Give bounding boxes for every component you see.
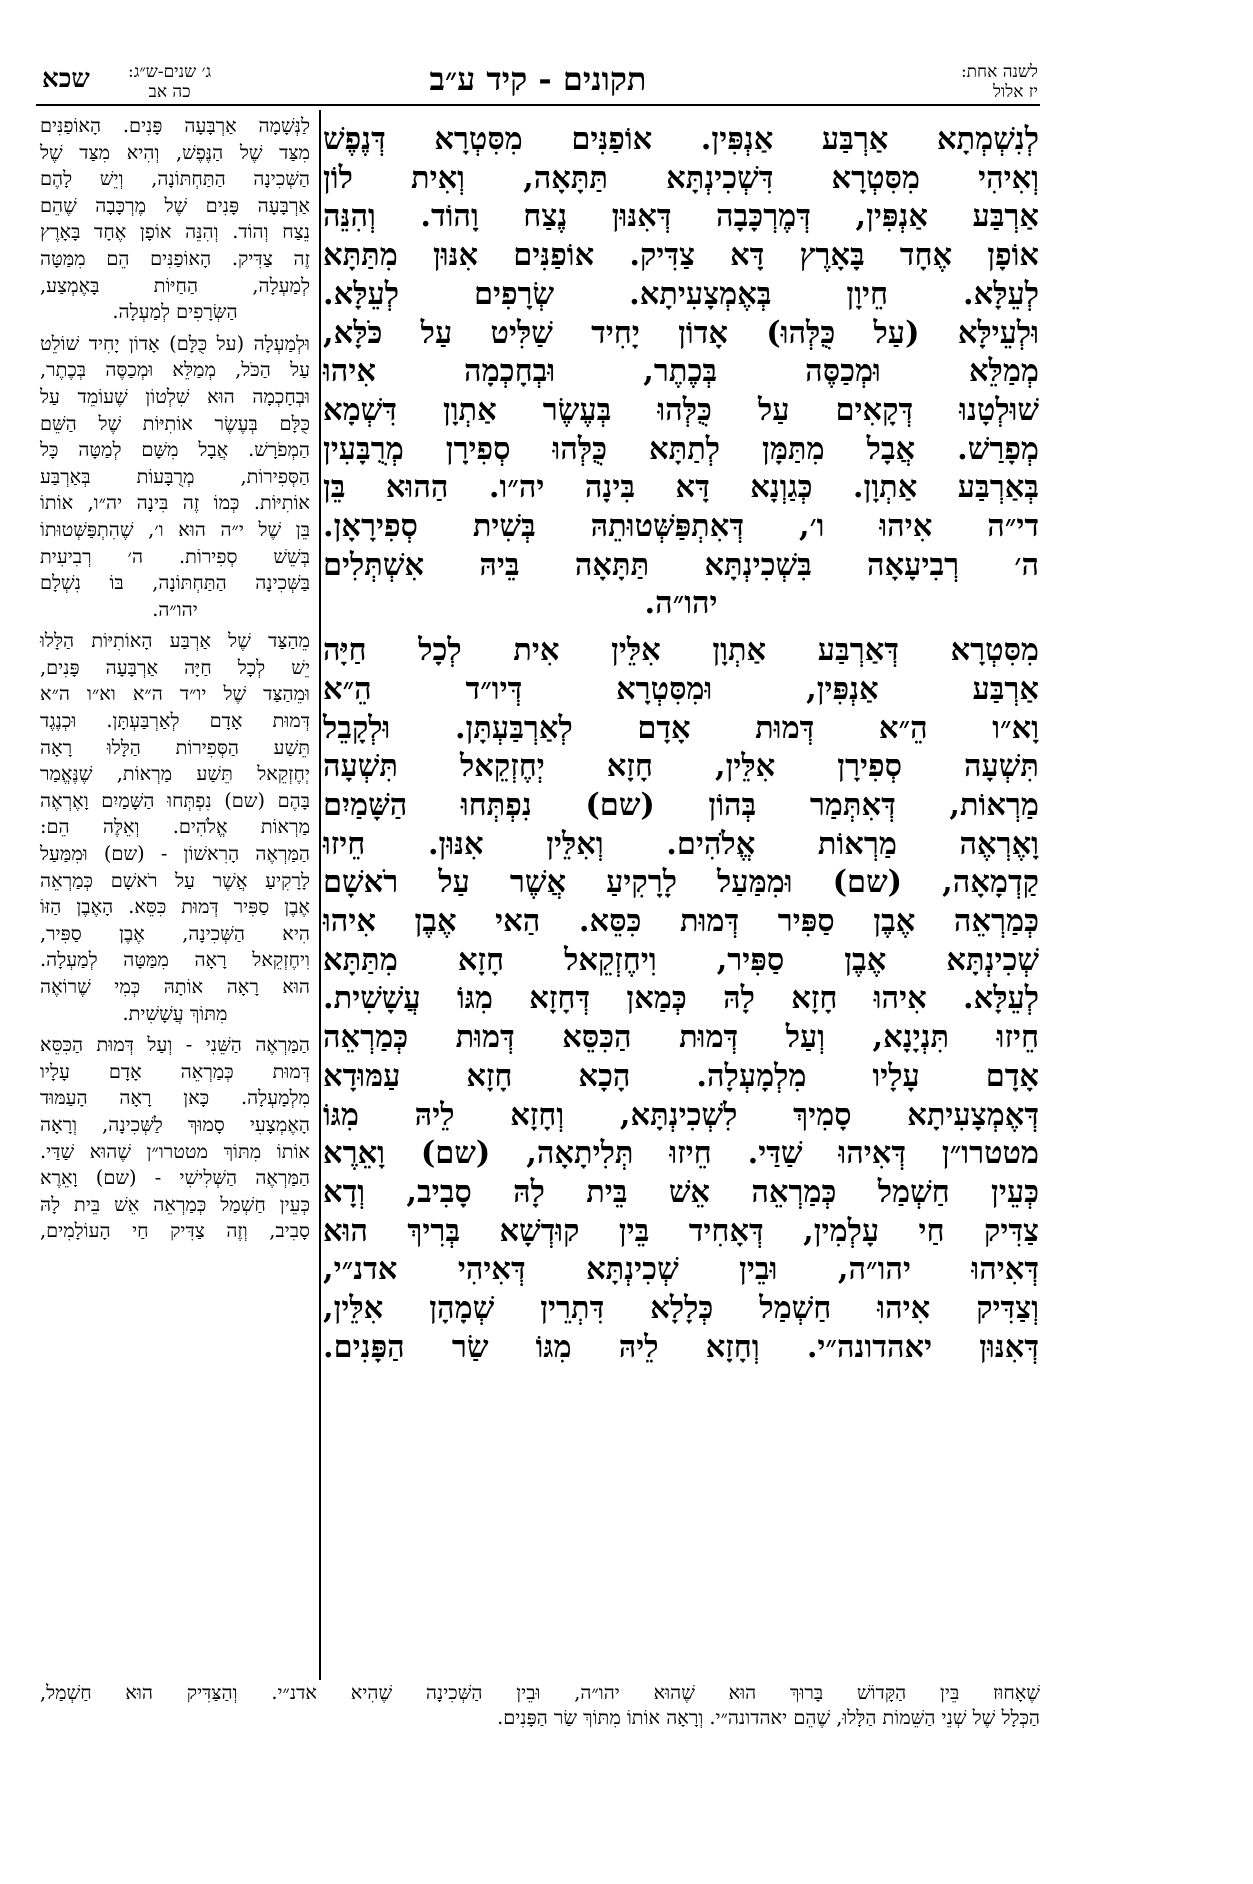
main-line: די״ה אִיהוּ ו׳, דְּאִתְפַּשְּׁטוּתֵהּ בְּשִׁית סְפִירָאָן.: [323, 508, 1039, 545]
page-number: שכא: [42, 64, 90, 94]
translation-line: תֵּשַׁע הַסְּפִירוֹת הַלָּלוּ רָאָה: [40, 735, 310, 759]
main-line: מטטרו״ן דְּאִיהוּ שַׁדַּי. חֵיזוּ תְּלִיתָאָה, (שם) וָאֵרֶא: [323, 1135, 1039, 1172]
translation-line: וּלְמַעְלָה (על כֻּלָּם) אָדוֹן יָחִיד שׁוֹלֵט: [40, 331, 310, 355]
translation-line: לְמַעְלָה, הַחַיּוֹת בָּאֶמְצַע,: [40, 273, 310, 297]
main-line: אָדָם עָלָיו מִלְמָעְלָה. הָכָא חָזָא עַמּוּדָא: [323, 1057, 1039, 1094]
translation-line: בַּשְּׁכִינָה הַתַּחְתּוֹנָה, בּוֹ נִשְׁלָם: [40, 571, 310, 595]
main-line: כְּעֵין חַשְׁמַל כְּמַרְאֵה אֵשׁ בֵּית לָהּ סָבִיב, וְדָא: [323, 1173, 1039, 1210]
main-line: וּלְעֵילָּא (עַל כֻּלְּהוּ) אָדוֹן יָחִיד שַׁלִּיט עַל כֹּלָּא,: [323, 314, 1039, 351]
main-line: ה׳ רְבִיעָאָה בִּשְׁכִינְתָּא תַּתָּאָה בֵּיהּ אִשְׁתְּלִים: [323, 546, 1039, 583]
main-line: וָא״ו הֵ״א דְּמוּת אָדָם לְאַרְבַּעְתָּן. וּלְקָבֵל: [323, 709, 1039, 746]
translation-line: וּבְחָכְמָה הוּא שִׁלְטוֹן שֶׁעוֹמֵד עַל: [40, 384, 310, 408]
translation-line: וּמֵהַצַּד שֶׁל יו״ד ה״א וא״ו ה״א: [40, 682, 310, 706]
main-line: מְמַלֵּא וּמְכַסֶּה בְּכֶתֶר, וּבְחָכְמָה אִיהוּ: [323, 353, 1039, 390]
translation-line: הַשְּׂרָפִים לְמַעְלָה.: [112, 300, 238, 324]
translation-line: הָאֶמְצָעִי סָמוּךְ לַשְּׁכִינָה, וְרָאָה: [40, 1112, 310, 1136]
main-aramaic-column: [323, 120, 1039, 1675]
translation-line: הוּא רָאָה אוֹתָהּ כְּמִי שֶׁרוֹאֶה: [40, 975, 310, 998]
schedule-label-one-year: לשנה אחת:: [960, 62, 1038, 82]
schedule-label-three-years: ג׳ שנים-ש״ג:: [128, 62, 212, 82]
translation-line: דְּמוּת אָדָם לְאַרְבַּעְתָּן. וּכְנֶגֶד: [40, 709, 310, 733]
main-line: כְּמַרְאֵה אֶבֶן סַפִּיר דְּמוּת כִּסֵּא. הַאי אֶבֶן אִיהוּ: [323, 903, 1039, 940]
schedule-date-three-years: כה אב: [148, 82, 191, 102]
main-line: דְּאִנּוּן יאהדונה״י. וְחָזָא לֵיהּ מִגּוֹ שַׂר הַפָּנִים.: [323, 1328, 1039, 1365]
translation-line: הִיא הַשְּׁכִינָה, אֶבֶן סַפִּיר,: [40, 921, 310, 945]
translation-line: אוֹתִיּוֹת. כְּמוֹ זֶה בִּינָה יה״ו, אוֹתוֹ: [40, 491, 310, 515]
translation-line: מֵהַצַּד שֶׁל אַרְבַּע הָאוֹתִיּוֹת הַלָּלוּ: [40, 629, 310, 653]
translation-line: יֵשׁ לְכָל חַיָּה אַרְבָּעָה פָּנִים,: [40, 655, 310, 679]
translation-line: הַמַּרְאֶה הַשֵּׁנִי - וְעַל דְּמוּת הַכִּסֵּא: [40, 1033, 310, 1057]
main-line: לְעֵלָּא. חֵיוָן בְּאֶמְצָעִיתָא. שְׂרָפִים לְעֵלָּא.: [323, 275, 1039, 312]
translation-line: אוֹתוֹ מִתּוֹךְ מטטרו״ן שֶׁהוּא שַׁדַּי.: [40, 1139, 310, 1163]
main-line: אַרְבַּע אַנְפִּין, וּמִסִּטְרָא דְּיו״ד הֵ״א: [323, 670, 1039, 707]
main-line: מַרְאוֹת, דְּאִתְּמַר בְּהוֹן (שם) נִפְתְּחוּ הַשָּׁמַיִם: [323, 786, 1039, 823]
translation-line: הַסְּפִירוֹת, מְרֻבָּעוֹת בְּאַרְבַּע: [40, 464, 310, 488]
translation-line: אֶבֶן סַפִּיר דְּמוּת כִּסֵּא. הָאֶבֶן הַזּוֹ: [40, 895, 310, 919]
main-line: שְׁכִינְתָּא אֶבֶן סַפִּיר, וִיחֶזְקֵאל חָזָא מִתַּתָּא: [323, 941, 1039, 978]
translation-line: זֶה צַדִּיק. הָאוֹפַנִּים הֵם מִמַּטָּה: [40, 246, 310, 270]
bottom-continuation: [40, 1680, 1040, 1730]
translation-line: מִתּוֹךְ עֲשָׁשִׁית.: [122, 1001, 228, 1025]
translation-line: בֵּן שֶׁל י״ה הוּא ו׳, שֶׁהִתְפַּשְּׁטוּתוֹ: [40, 517, 310, 541]
main-line: יהו״ה.: [644, 585, 718, 622]
translation-line: כְּעֵין חַשְׁמַל כְּמַרְאֵה אֵשׁ בֵּית לָהּ: [40, 1192, 310, 1216]
translation-line: הַמְפֹרָשׁ. אֲבָל מִשָּׁם לְמַטָּה כָּל: [40, 438, 310, 462]
translation-line: בְּשֵׁשׁ סְפִירוֹת. ה׳ רְבִיעִית: [40, 544, 310, 568]
translation-line: עַל הַכֹּל, מְמַלֵּא וּמְכַסֶּה בְּכֶתֶר,: [40, 358, 310, 382]
translation-line: נֵצַח וְהוֹד. וְהִנֵּה אוֹפָן אֶחָד בָּאָרֶץ: [40, 220, 310, 244]
daily-schedule-three-years: [128, 62, 211, 102]
translation-line: יהו״ה.: [152, 597, 198, 621]
main-line: צַדִּיק חַי עָלְמִין, דְּאָחִיד בֵּין קוּדְשָׁא בְּרִיךְ הוּא: [323, 1212, 1039, 1249]
translation-line: וִיחֶזְקֵאל רָאָה מִמַּטָּה לְמַעְלָה.: [40, 948, 310, 972]
translation-line: יְחֶזְקֵאל תֵּשַׁע מַרְאוֹת, שֶׁנֶּאֱמַר: [40, 762, 310, 786]
page-header: [38, 62, 1038, 100]
translation-line: הַמַּרְאֶה הָרִאשׁוֹן - (שם) וּמִמַּעַל: [40, 842, 310, 866]
main-line: וְאִיהִי מִסִּטְרָא דִּשְׁכִינְתָּא תַּתָּאָה, וְאִית לוֹן: [323, 159, 1039, 196]
main-line: וָאֶרְאֶה מַרְאוֹת אֱלֹהִים. וְאִלֵּין אִנּוּן. חֵיזוּ: [323, 825, 1039, 862]
translation-line: הַמַּרְאֶה הַשְּׁלִישִׁי - (שם) וָאֵרֶא: [40, 1166, 310, 1190]
translation-line: לַנְּשָׁמָה אַרְבָּעָה פָּנִים. הָאוֹפַנִּים: [40, 114, 310, 137]
translation-line: הַשְּׁכִינָה הַתַּחְתּוֹנָה, וְיֵשׁ לָהֶם: [40, 167, 310, 191]
main-line: לְנִשְׁמְתָא אַרְבַּע אַנְפִּין. אוֹפַנִּים מִסִּטְרָא דְּנֶפֶשׁ: [323, 121, 1039, 157]
main-line: קַדְמָאָה, (שם) וּמִמַּעַל לָרָקִיעַ אֲשֶׁר עַל רֹאשָׁם: [323, 864, 1039, 901]
translation-line: סָבִיב, וְזֶה צַדִּיק חַי הָעוֹלָמִים,: [40, 1219, 310, 1243]
main-line: דְּאֶמְצָעִיתָא סָמִיךְ לִשְׁכִינְתָּא, וְחָזָא לֵיהּ מִגּוֹ: [323, 1096, 1039, 1133]
main-line: תִּשְׁעָה סְפִירָן אִלֵּין, חָזָא יְחֶזְקֵאל תִּשְׁעָה: [323, 748, 1039, 785]
bottom-line: שֶׁאָחוּז בֵּין הַקָּדוֹשׁ בָּרוּךְ הוּא שֶׁהוּא יהו״ה, וּבֵין הַשְּׁכִינָה שֶׁהִיא אדנ״י. וְהַצַּדִּיק הוּא חַשְׁמַל,: [40, 1681, 1040, 1704]
main-line: מְפָרַשׁ. אֲבָל מִתַּמָּן לְתַתָּא כֻּלְּהוּ סְפִירָן מְרֻבָּעִין: [323, 430, 1039, 467]
main-line: דְּאִיהוּ יהו״ה, וּבֵין שְׁכִינְתָּא דְּאִיהִי אדנ״י,: [323, 1251, 1039, 1288]
main-line: חֵיזוּ תִּנְיָנָא, וְעַל דְּמוּת הַכִּסֵּא דְּמוּת כְּמַרְאֵה: [323, 1019, 1039, 1056]
schedule-date-one-year: יז אלול: [992, 82, 1038, 102]
translation-line: מִלְמָעְלָה. כָּאן רָאָה הָעַמּוּד: [40, 1086, 310, 1110]
main-line: שׁוּלְטָנוּ דְּקָאִים עַל כֻּלְּהוּ בְּעֶשֶׂר אַתְוָן דִּשְׁמָא: [323, 391, 1039, 428]
main-line: אוֹפָן אֶחָד בָּאָרֶץ דָּא צַדִּיק. אוֹפַנִּים אִנּוּן מִתַּתָּא: [323, 237, 1039, 274]
translation-line: אַרְבָּעָה פָּנִים שֶׁל מֶרְכָּבָה שֶׁהֵם: [40, 193, 310, 217]
translation-line: לָרָקִיעַ אֲשֶׁר עַל רֹאשָׁם כְּמַרְאֵה: [40, 868, 310, 892]
hebrew-translation-column: [40, 113, 310, 1678]
translation-line: כֻּלָּם בְּעֶשֶׂר אוֹתִיּוֹת שֶׁל הַשֵּׁם: [40, 411, 310, 435]
column-divider: [319, 110, 321, 1680]
main-line: בְּאַרְבַּע אַתְוָן. כְּגַוְנָא דָּא בִּינָה יה״ו. הַהוּא בֵּן: [323, 469, 1039, 506]
main-line: לְעֵלָּא. אִיהוּ חָזָא לָהּ כְּמַאן דְּחָזָא מִגּוֹ עֲשָׁשִׁית.: [323, 980, 1039, 1017]
translation-line: מִצַּד שֶׁל הַנֶּפֶשׁ, וְהִיא מִצַּד שֶׁל: [40, 140, 310, 164]
page-title: תקונים - קיד ע״ב: [429, 60, 647, 98]
translation-line: דְּמוּת כְּמַרְאֵה אָדָם עָלָיו: [40, 1059, 310, 1083]
main-line: וְצַדִּיק אִיהוּ חַשְׁמַל כְּלָלָא דִּתְרֵין שְׁמָהָן אִלֵּין,: [323, 1290, 1039, 1327]
main-line: אַרְבַּע אַנְפִּין, דְּמֶרְכָּבָה דְּאִנּוּן נֶצַח וָהוֹד. וְהִנֵּה: [323, 198, 1039, 235]
main-line: מִסִּטְרָא דְּאַרְבַּע אַתְוָן אִלֵּין אִית לְכָל חַיָּה: [323, 632, 1039, 669]
header-rule: [36, 104, 1040, 106]
translation-line: בָּהֶם (שם) נִפְתְּחוּ הַשָּׁמַיִם וָאֶרְאֶה: [40, 788, 310, 812]
translation-line: מַרְאוֹת אֱלֹהִים. וְאֵלֶּה הֵם:: [40, 815, 310, 839]
bottom-line: הַכְּלָל שֶׁל שְׁנֵי הַשֵּׁמוֹת הַלָּלוּ, שֶׁהֵם יאהדונה״י. וְרָאָה אוֹתוֹ מִתּוֹךְ שַׂר הַפָּנִים.: [497, 1706, 1040, 1729]
